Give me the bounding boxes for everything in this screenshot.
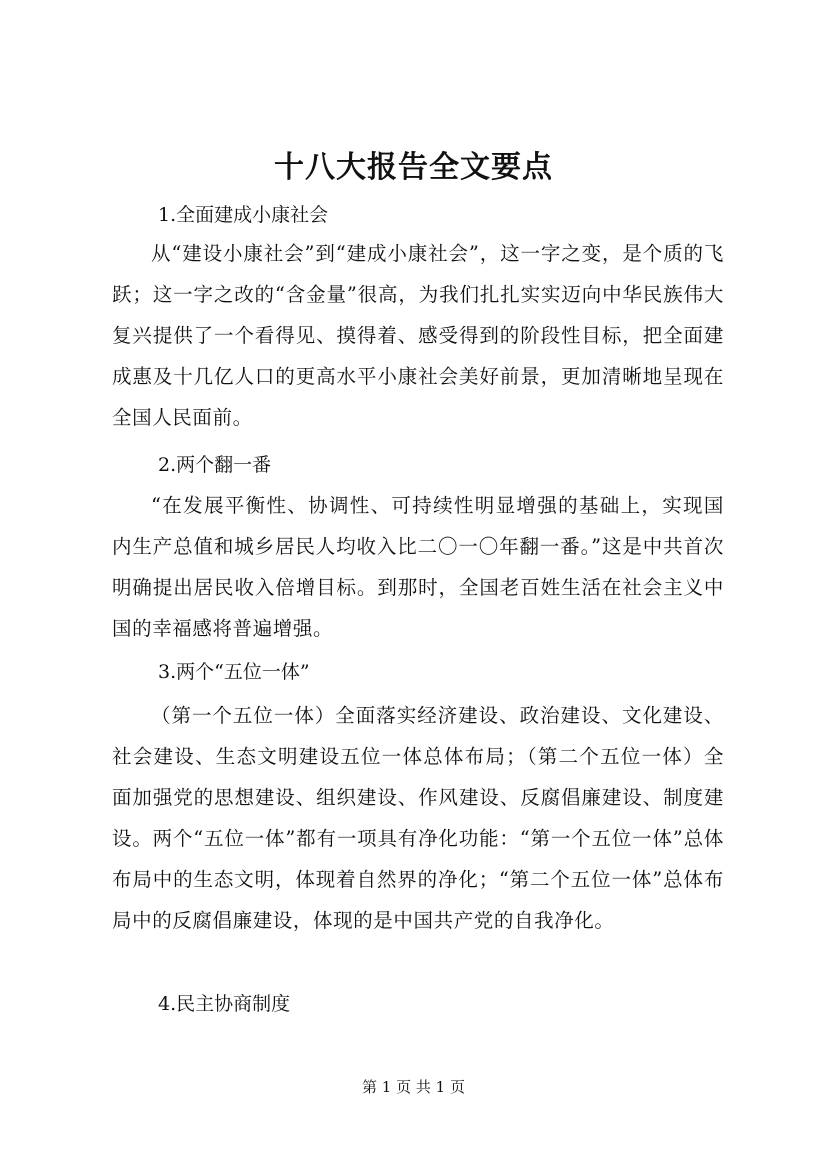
section-paragraph-2: “在发展平衡性、协调性、可持续性明显增强的基础上，实现国内生产总值和城乡居民人均收入比二〇一〇年翻一番。”这是中共首次明确提出居民收入倍增目标。到那时，全国老百姓生活在社会主义中国的幸福感将普遍增强。	[112, 494, 724, 640]
section-heading-3: 3.两个“五位一体”	[158, 661, 310, 683]
section-heading-4: 4.民主协商制度	[158, 993, 291, 1015]
document-title: 十八大报告全文要点	[274, 150, 553, 185]
section-paragraph-3: （第一个五位一体）全面落实经济建设、政治建设、文化建设、社会建设、生态文明建设五位一体总体布局；（第二个五位一体）全面加强党的思想建设、组织建设、作风建设、反腐倡廉建设、制度建设。两个“五位一体”都有一项具有净化功能：“第一个五位一体”总体布局中的生态文明，体现着自然界的净化；“第二个五位一体”总体布局中的反腐倡廉建设，体现的是中国共产党的自我净化。	[112, 704, 724, 932]
section-heading-2: 2.两个翻一番	[158, 454, 272, 476]
section-heading-1: 1.全面建成小康社会	[158, 204, 329, 226]
section-paragraph-1: 从“建设小康社会”到“建成小康社会”，这一字之变，是个质的飞跃；这一字之改的“含金量”很高，为我们扎扎实实迈向中华民族伟大复兴提供了一个看得见、摸得着、感受得到的阶段性目标，把全面建成惠及十几亿人口的更高水平小康社会美好前景，更加清晰地呈现在全国人民面前。	[112, 242, 724, 429]
page-number-footer: 第 1 页 共 1 页	[362, 1078, 465, 1096]
